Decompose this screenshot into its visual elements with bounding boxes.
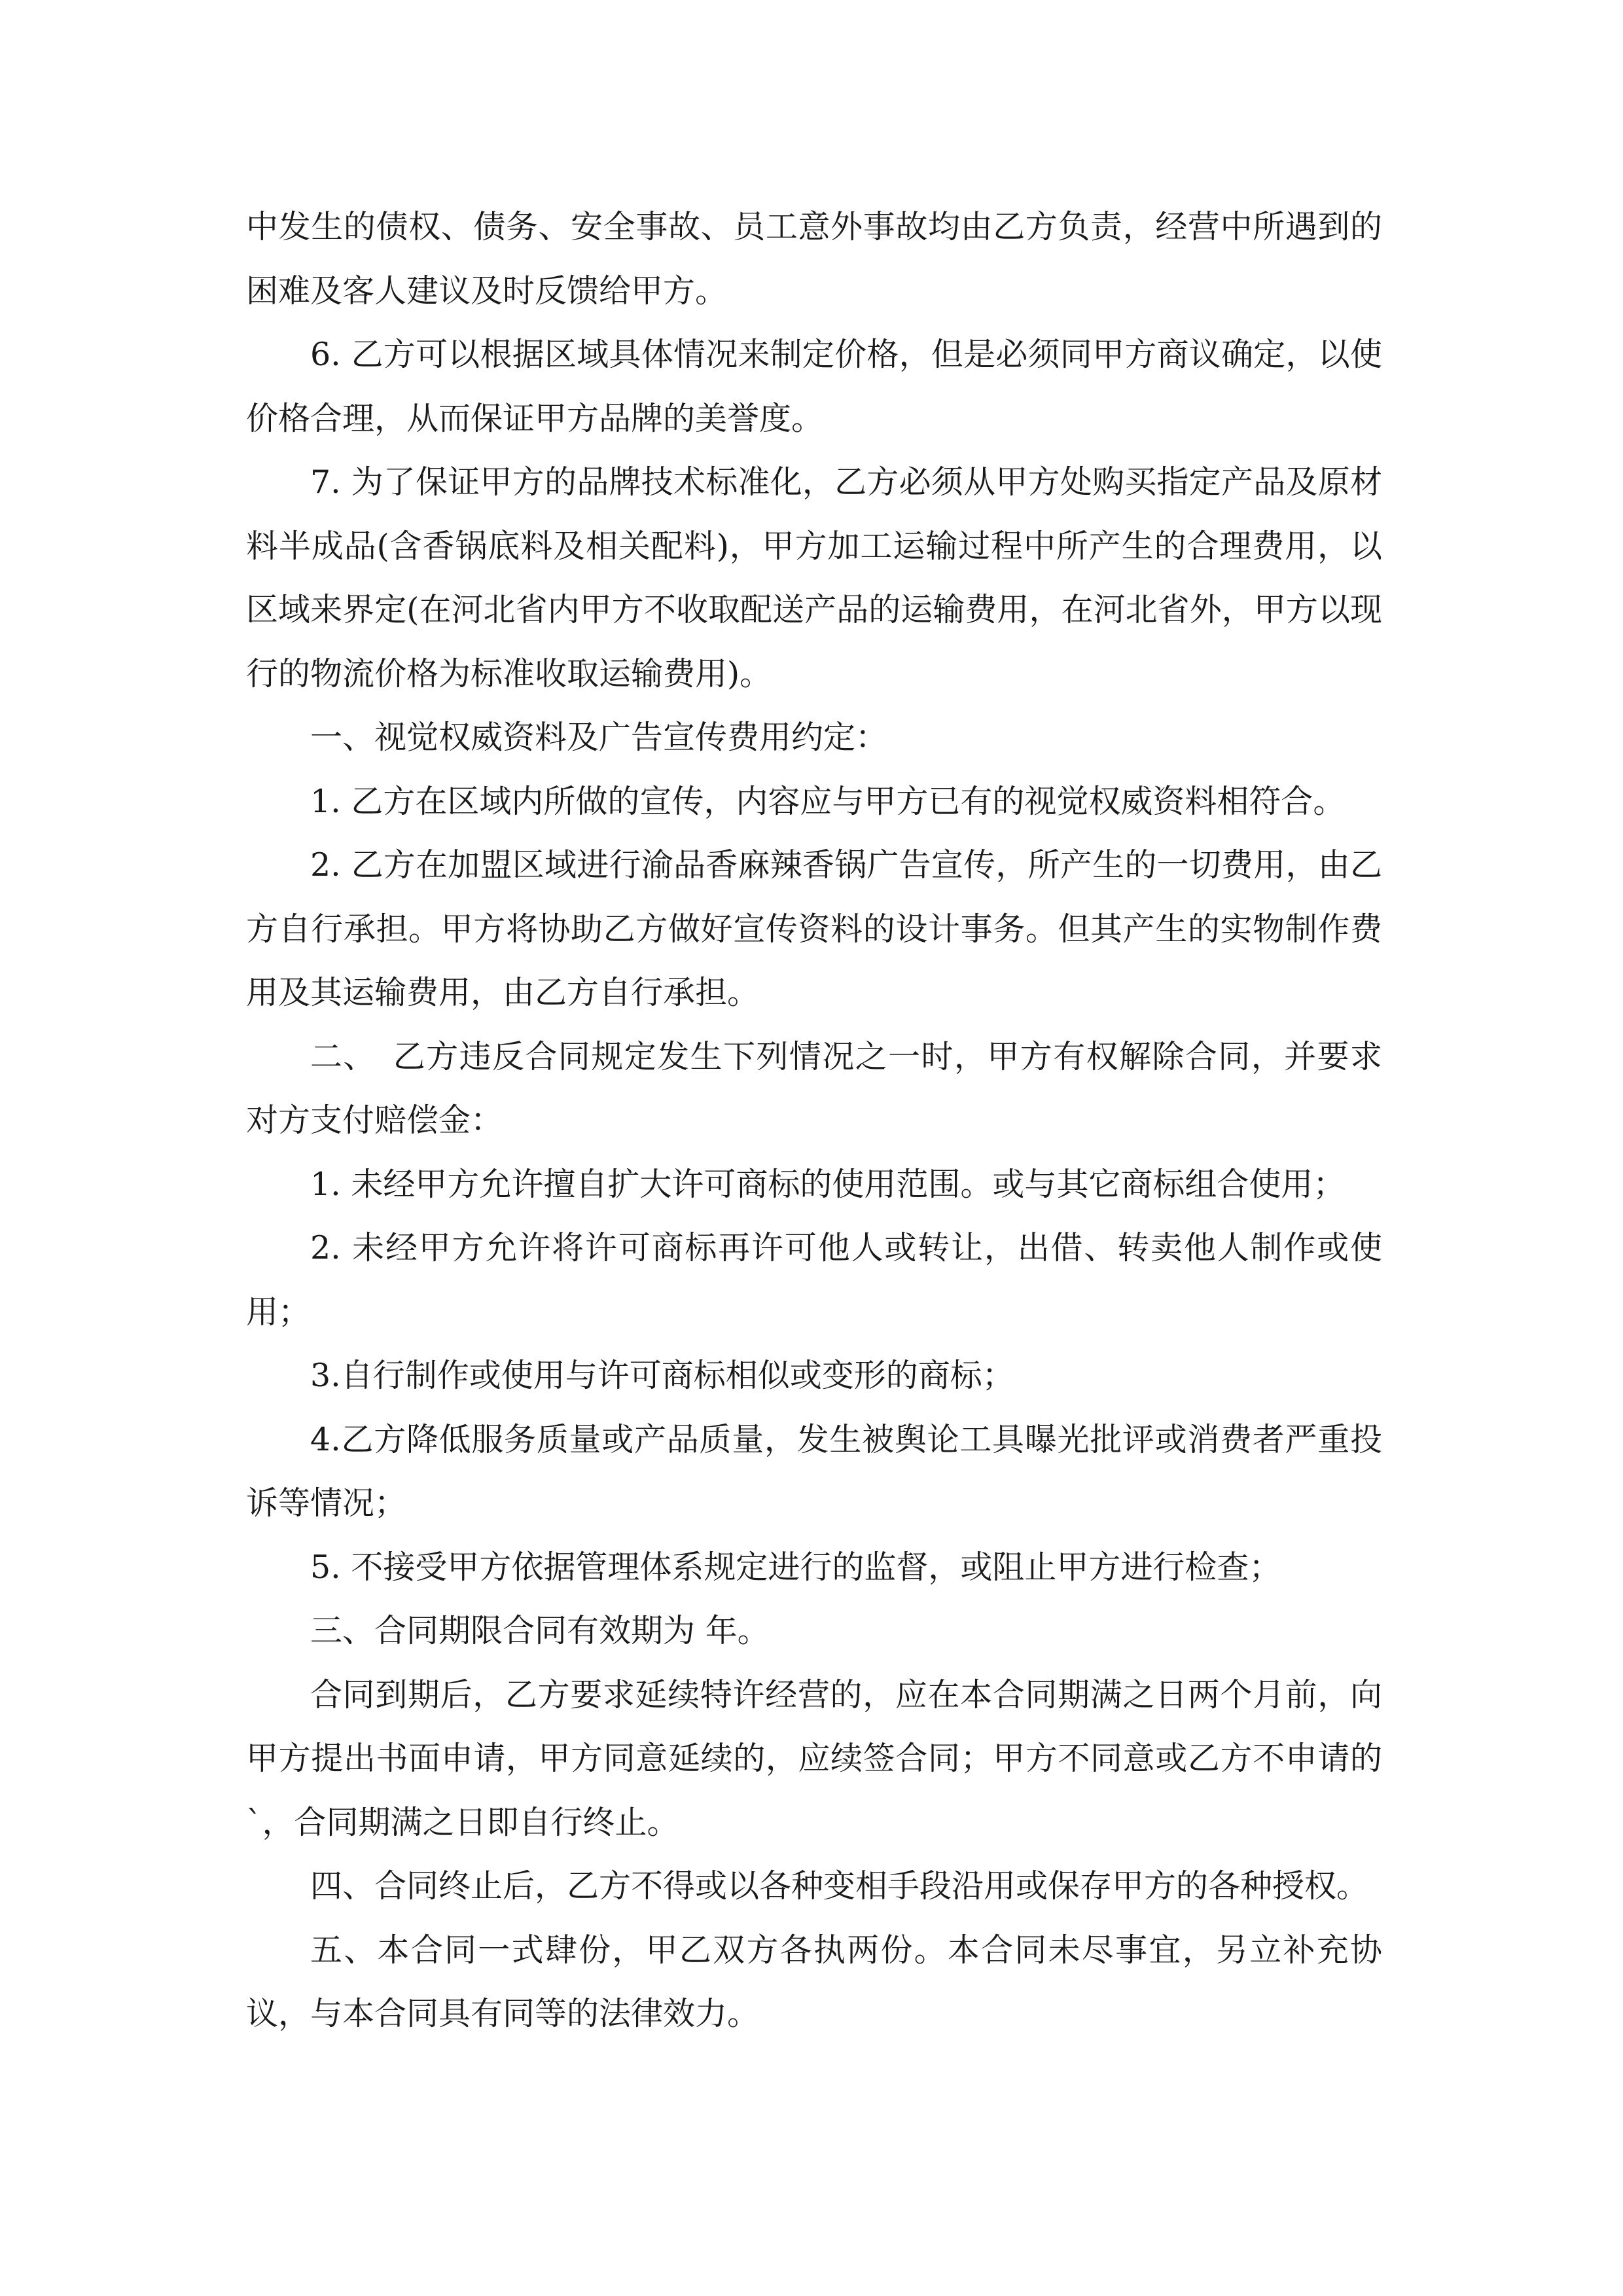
section-heading-2: 二、 乙方违反合同规定发生下列情况之一时，甲方有权解除合同，并要求对方支付赔偿金：	[246, 1037, 1382, 1139]
contract-body	[246, 195, 1382, 2046]
section-3-renewal: 合同到期后，乙方要求延续特许经营的，应在本合同期满之日两个月前，向甲方提出书面申请，甲方同意延续的，应续签合同；甲方不同意或乙方不申请的`，合同期满之日即自行终止。	[246, 1676, 1382, 1841]
section-heading-3: 三、合同期限合同有效期为 年。	[310, 1612, 770, 1649]
section-2-item-4: 4.乙方降低服务质量或产品质量，发生被舆论工具曝光批评或消费者严重投诉等情况；	[246, 1420, 1382, 1522]
clause-6: 6. 乙方可以根据区域具体情况来制定价格，但是必须同甲方商议确定，以使价格合理，从而保证甲方品牌的美誉度。	[246, 336, 1382, 437]
section-2-item-2: 2. 未经甲方允许将许可商标再许可他人或转让，出借、转卖他人制作或使用；	[246, 1229, 1382, 1331]
clause-7: 7. 为了保证甲方的品牌技术标准化，乙方必须从甲方处购买指定产品及原材料半成品(含香锅底料及相关配料)，甲方加工运输过程中所产生的合理费用，以区域来界定(在河北省内甲方不收取配送产品的运输费用，在河北省外，甲方以现行的物流价格为标准收取运输费用)。	[246, 463, 1382, 692]
section-1-item-1: 1. 乙方在区域内所做的宣传，内容应与甲方已有的视觉权威资料相符合。	[310, 782, 1346, 820]
section-heading-1: 一、视觉权威资料及广告宣传费用约定：	[310, 719, 888, 756]
paragraph-continued: 中发生的债权、债务、安全事故、员工意外事故均由乙方负责，经营中所遇到的困难及客人建议及时反馈给甲方。	[246, 208, 1382, 310]
section-heading-4: 四、合同终止后，乙方不得或以各种变相手段沿用或保存甲方的各种授权。	[310, 1867, 1369, 1905]
section-2-item-3: 3.自行制作或使用与许可商标相似或变形的商标；	[310, 1357, 1014, 1394]
section-2-item-1: 1. 未经甲方允许擅自扩大许可商标的使用范围。或与其它商标组合使用；	[310, 1165, 1346, 1203]
section-2-item-5: 5. 不接受甲方依据管理体系规定进行的监督，或阻止甲方进行检查；	[310, 1548, 1281, 1586]
section-heading-5: 五、本合同一式肆份，甲乙双方各执两份。本合同未尽事宜，另立补充协议，与本合同具有同等的法律效力。	[246, 1931, 1382, 2032]
section-1-item-2: 2. 乙方在加盟区域进行渝品香麻辣香锅广告宣传，所产生的一切费用，由乙方自行承担。甲方将协助乙方做好宣传资料的设计事务。但其产生的实物制作费用及其运输费用，由乙方自行承担。	[246, 846, 1382, 1011]
